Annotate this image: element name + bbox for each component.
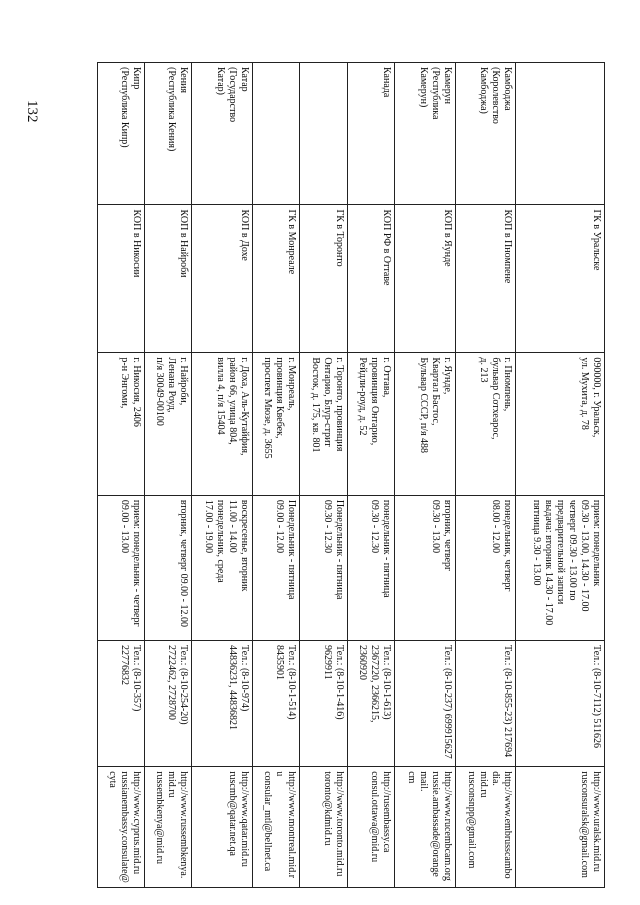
hours-cell: прием: понедельник 09.30 - 13.00, 14.30 - 17.00 четверг 09.30 - 13.00 по предварительной записи выдача: вторник 14.30 - 17.00 пятница 9.30 - 13.00 <box>516 495 605 640</box>
website-link[interactable]: http://www.toronto.mid.ru <box>333 771 345 877</box>
website-link[interactable]: http://www.rucembcam.org <box>441 771 453 881</box>
email-link[interactable]: consul.ottawa@mid.ru <box>368 771 380 863</box>
email-link[interactable]: russianembassy.consulate@cyta <box>107 771 131 883</box>
contacts-cell <box>347 767 394 888</box>
office-cell: ГК в Монреале <box>253 205 300 353</box>
email-link[interactable]: russembkenya@mid.ru <box>154 771 166 865</box>
table-row <box>145 63 192 888</box>
contacts-cell <box>516 767 605 888</box>
contacts-cell <box>300 767 347 888</box>
table-row <box>253 63 300 888</box>
contacts-cell <box>394 767 455 888</box>
website-link[interactable]: http://www.cyprus.mid.ru <box>131 771 143 875</box>
table-row <box>192 63 253 888</box>
contacts-cell <box>253 767 300 888</box>
country-cell: Камбоджа (Королевство Камбоджа) <box>455 63 516 205</box>
address-cell: г. Найроби, Ленана Роуд, п/я 30049-00100 <box>145 353 192 495</box>
country-cell <box>516 63 605 205</box>
office-cell: КОП в Яунде <box>394 205 455 353</box>
website-link[interactable]: http://www.qatar.mid.ru <box>239 771 251 867</box>
country-cell: Камерун (Республика Камерун) <box>394 63 455 205</box>
country-cell: Кипр (Республика Кипр) <box>98 63 145 205</box>
office-cell: КОП в Найроби <box>145 205 192 353</box>
country-cell <box>253 63 300 205</box>
table-row <box>300 63 347 888</box>
phone-cell: Тел.: (8-10-237) 699915627 <box>394 641 455 767</box>
address-cell: г. Монреаль, провинция Квебек, проспект Мюзе, д. 3655 <box>253 353 300 495</box>
contacts-cell <box>192 767 253 888</box>
phone-cell: Тел.: (8-10-855-23) 217694 <box>455 641 516 767</box>
table-row <box>455 63 516 888</box>
hours-cell: вторник, четверг 09.30 - 13.00 <box>394 495 455 640</box>
phone-cell: Тел.: (8-10-1-416) 9629911 <box>300 641 347 767</box>
table-row <box>394 63 455 888</box>
address-cell: г. Доха, Аль-Кутайфия, район 66, улица 804, вилла 4, п/я 15404 <box>192 353 253 495</box>
website-link[interactable]: http://rusembassy.ca <box>380 771 392 853</box>
office-cell: КОП в Никосии <box>98 205 145 353</box>
hours-cell: понедельник - пятница 09.30 - 12.30 <box>347 495 394 640</box>
table-row <box>516 63 605 888</box>
phone-cell: Тел.: (8-10-1-613) 2367220, 2366215, 2360920 <box>347 641 394 767</box>
phone-cell: Тел.: (8-10-1-514) 8435901 <box>253 641 300 767</box>
email-link[interactable]: russie.ambassade@orangemail. cm <box>405 771 441 877</box>
hours-cell: прием: понедельник - четверг 09.00 - 13.00 <box>98 495 145 640</box>
phone-cell: Тел.: (8-10-357) 22776832 <box>98 641 145 767</box>
email-link[interactable]: toronto@kdmid.ru <box>321 771 333 846</box>
office-cell: КОП в Пномпене <box>455 205 516 353</box>
website-link[interactable]: http://www.embrusscambodia. mid.ru <box>478 771 514 879</box>
website-link[interactable]: http://www.montreal.mid.ru <box>274 771 298 879</box>
country-cell: Канада <box>347 63 394 205</box>
hours-cell: Понедельник - пятница 09.00 - 12.00 <box>253 495 300 640</box>
office-cell: КОП РФ в Оттаве <box>347 205 394 353</box>
phone-cell: Тел.: (8-10-974) 44836231, 44836821 <box>192 641 253 767</box>
contacts-cell <box>98 767 145 888</box>
office-cell: КОП в Дохе <box>192 205 253 353</box>
office-cell: ГК в Уральске <box>516 205 605 353</box>
contacts-cell <box>145 767 192 888</box>
hours-cell: понедельник, четверг 08.00 - 12.00 <box>455 495 516 640</box>
address-cell: г. Никосия, 2406 р-н Энгоми, <box>98 353 145 495</box>
contacts-cell <box>455 767 516 888</box>
office-cell: ГК в Торонто <box>300 205 347 353</box>
rotated-table-area <box>97 62 605 888</box>
hours-cell: Понедельник - пятница 09.30 - 12.30 <box>300 495 347 640</box>
hours-cell: вторник, четверг 09.00 - 12.00 <box>145 495 192 640</box>
table-row <box>98 63 145 888</box>
consular-offices-table <box>97 62 605 888</box>
country-cell <box>300 63 347 205</box>
country-cell: Катар (Государство Катар) <box>192 63 253 205</box>
phone-cell: Тел.: (8-10-254-20) 2722462, 2728700 <box>145 641 192 767</box>
phone-cell: Тел.: (8-10-7112) 511626 <box>516 641 605 767</box>
address-cell: г. Оттава, провинция Онтарио, Рейдли-роуд, д. 52 <box>347 353 394 495</box>
address-cell: г. Яунде, Квартал Бастос, Бульвар СССР, п/я 488 <box>394 353 455 495</box>
table-row <box>347 63 394 888</box>
address-cell: 090000, г. Уральск, ул. Мухита, д. 78 <box>516 353 605 495</box>
hours-cell: воскресенье, вторник 11.00 - 14.00 понедельник, среда 17.00 - 19.00 <box>192 495 253 640</box>
website-link[interactable]: http://www.uralsk.mid.ru <box>591 771 602 872</box>
email-link[interactable]: rusconsnpp@gmail.com <box>466 771 478 869</box>
website-link[interactable]: http://www.russembkenya.mid.ru <box>166 771 190 879</box>
country-cell: Кения (Республика Кения) <box>145 63 192 205</box>
email-link[interactable]: consular_mtl@bellnet.ca <box>262 771 274 872</box>
address-cell: г. Пномпень, бульвар Сотхеарос, д. 213 <box>455 353 516 495</box>
email-link[interactable]: ruscmb@qatar.net.qa <box>227 771 239 856</box>
address-cell: г. Торонто, провинция Онтарио, Блур-стрит Восток, д. 175, кв. 801 <box>300 353 347 495</box>
page-number: 132 <box>24 100 40 123</box>
email-link[interactable]: rusconsuralsk@gmail.com <box>579 771 590 878</box>
